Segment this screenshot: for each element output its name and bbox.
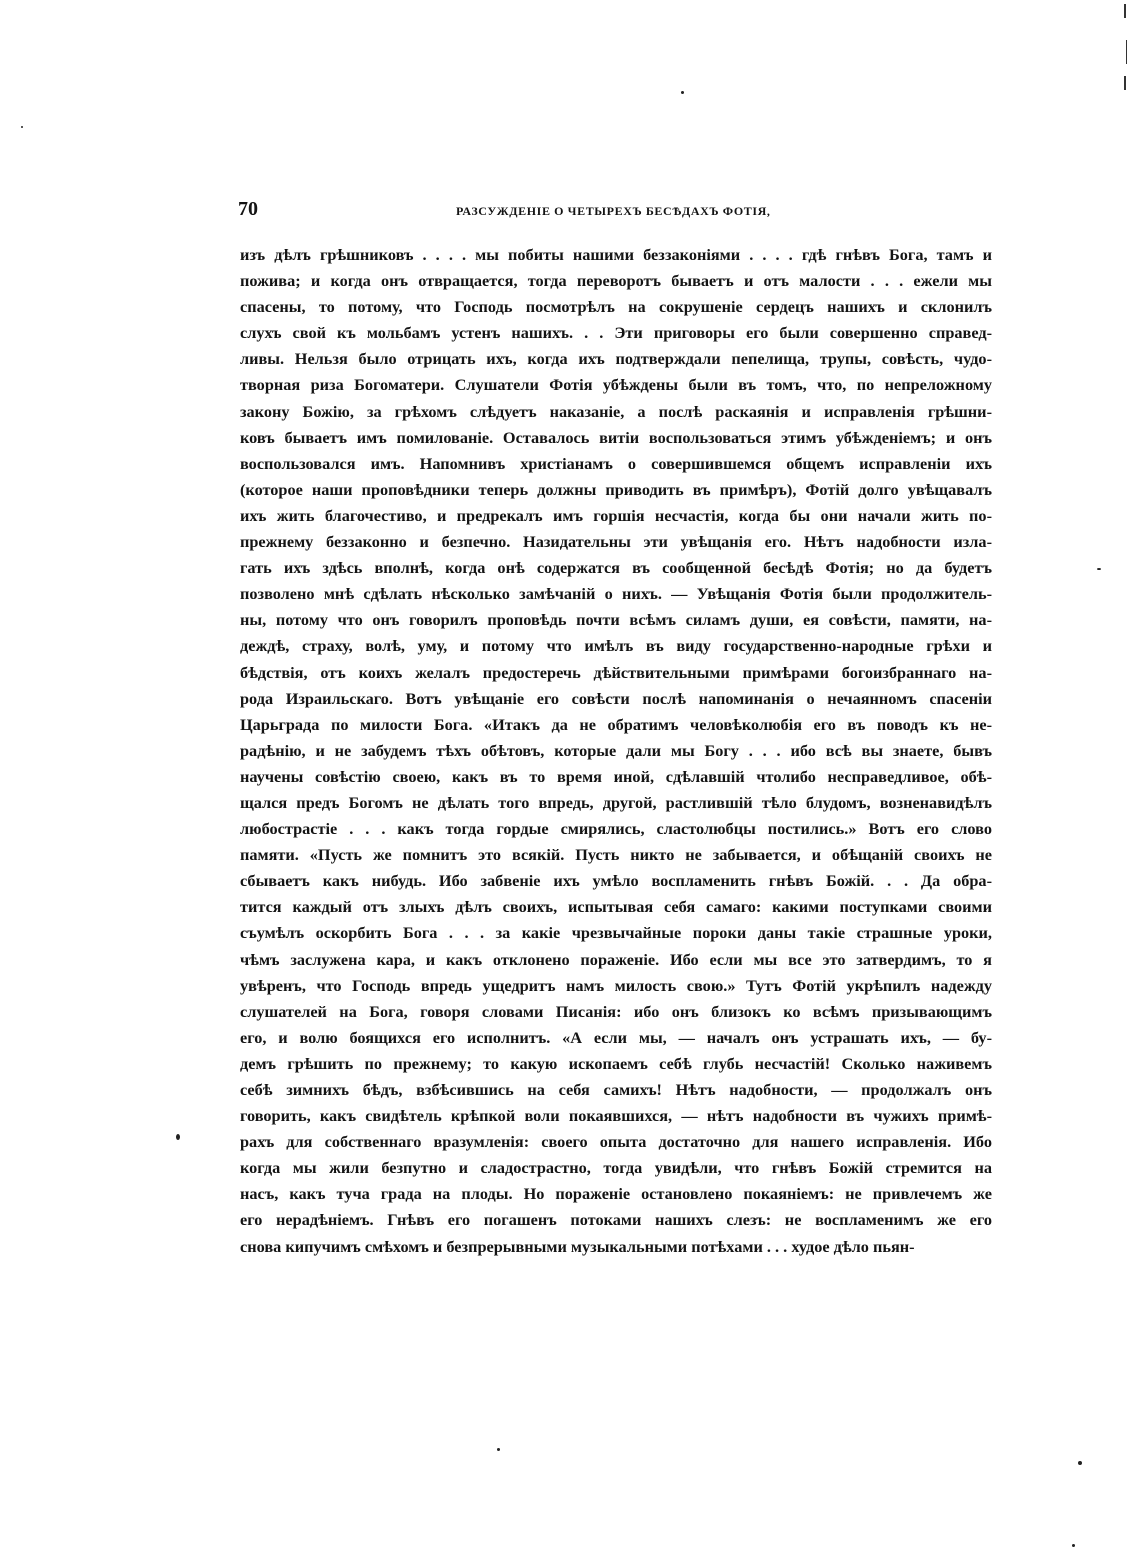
text-line: позволено мнѣ сдѣлать нѣсколько замѣчаній о нихъ. — Увѣщанія Фотія были продолжитель- <box>240 584 992 604</box>
scan-speck <box>1072 1544 1075 1547</box>
text-line: чѣмъ заслужена кара, и какъ отклонено пораженіе. Ибо если мы все это затвердимъ, то я <box>240 949 992 969</box>
text-line: воспользовался имъ. Напомнивъ христіанамъ о совершившемся общемъ исправленіи ихъ <box>240 453 992 473</box>
text-line: сбываетъ какъ нибудь. Ибо забвеніе ихъ умѣло воспламенить гнѣвъ Божій. . . Да обра- <box>240 871 992 891</box>
text-line: его, и волю боящихся его исполнитъ. «А если мы, — началъ онъ устрашать ихъ, — бу- <box>240 1027 992 1047</box>
text-line: демъ грѣшить по прежнему; то какую ископаемъ себѣ глубь несчастій! Сколько наживемъ <box>240 1053 992 1073</box>
text-line: творная риза Богоматери. Слушатели Фотія убѣждены были въ томъ, что, по непреложному <box>240 375 992 395</box>
scan-speck <box>21 126 23 128</box>
page-number: 70 <box>238 198 258 220</box>
text-line: щался предъ Богомъ не дѣлать того впредь, другой, растлившій тѣло блудомъ, возненавидѣлъ <box>240 792 992 812</box>
scan-speck <box>497 1448 500 1451</box>
text-line: ны, потому что онъ говорилъ проповѣдь почти всѣмъ силамъ души, ея совѣсти, памяти, на- <box>240 610 992 630</box>
text-line: изъ дѣлъ грѣшниковъ . . . . мы побиты нашими беззаконіями . . . . гдѣ гнѣвъ Бога, тамъ и <box>240 245 992 264</box>
text-line: себѣ зимнихъ бѣдъ, взбѣсившись на себя самихъ! Нѣтъ надобности, — продолжалъ онъ <box>240 1080 992 1099</box>
edge-mark <box>1124 4 1126 18</box>
text-line: (которое наши проповѣдники теперь должны приводить въ примѣръ), Фотій долго увѣщавалъ <box>240 479 992 499</box>
scan-speck <box>681 91 684 94</box>
text-line: ихъ жить благочестиво, и предрекалъ имъ горшія несчастія, когда бы они начали жить по- <box>240 505 992 525</box>
text-line: гать ихъ здѣсь вполнѣ, когда онѣ содержатся въ сообщенной бесѣдѣ Фотія; но да будетъ <box>240 558 992 578</box>
edge-mark <box>1126 40 1127 64</box>
text-line: рода Израильскаго. Вотъ увѣщаніе его совѣсти послѣ напоминанія о нечаянномъ спасеніи <box>240 688 992 708</box>
text-line: любострастіе . . . какъ тогда гордые смирялись, сластолюбцы постились.» Вотъ его слово <box>240 819 992 839</box>
text-line: Царьграда по милости Бога. «Итакъ да не обратимъ человѣколюбія его въ поводъ къ не- <box>240 714 992 734</box>
text-line: закону Божію, за грѣхомъ слѣдуетъ наказаніе, а послѣ раскаянія и исправленія грѣшни- <box>240 401 992 421</box>
text-line: ливы. Нельзя было отрицать ихъ, когда ихъ подтверждали пепелища, трупы, совѣсть, чудо- <box>240 349 992 369</box>
running-head: РАЗСУЖДЕНІЕ О ЧЕТЫРЕХЪ БЕСѢДАХЪ ФОТІЯ, <box>456 204 771 218</box>
text-line: тится каждый отъ злыхъ дѣлъ своихъ, испытывая себя самаго: какими поступками своими <box>240 897 992 917</box>
text-line: памяти. «Пусть же помнитъ это всякій. Пусть никто не забывается, и обѣщаній своихъ не <box>240 845 992 865</box>
text-line: рахъ для собственнаго вразумленія: своего опыта достаточно для нашего исправленія. Ибо <box>240 1132 992 1152</box>
text-line: когда мы жили безпутно и сладострастно, тогда увидѣли, что гнѣвъ Божій стремится на <box>240 1158 992 1178</box>
text-line: насъ, какъ туча града на плоды. Но пораженіе остановлено покаяніемъ: не привлечемъ же <box>240 1184 992 1204</box>
text-line: прежнему беззаконно и безпечно. Назидательны эти увѣщанія его. Нѣтъ надобности изла- <box>240 532 992 552</box>
scan-speck <box>1097 568 1101 570</box>
text-line: говорить, какъ свидѣтель крѣпкой воли покаявшихся, — нѣтъ надобности въ чужихъ примѣ- <box>240 1106 992 1126</box>
scan-speck <box>176 1134 180 1140</box>
text-line: съумѣлъ оскорбить Бога . . . за какіе чрезвычайные пороки даны такіе страшные уроки, <box>240 923 992 943</box>
text-line: снова кипучимъ смѣхомъ и безпрерывными музыкальными потѣхами . . . худое дѣло пьян- <box>240 1236 915 1256</box>
body-text <box>240 242 992 1260</box>
text-line: слухъ свой къ мольбамъ устенъ нашихъ. . . Эти приговоры его были совершенно справед- <box>240 323 992 343</box>
text-line: спасены, то потому, что Господь посмотрѣлъ на сокрушеніе сердецъ нашихъ и склонилъ <box>240 297 992 317</box>
scan-speck <box>1078 1461 1082 1465</box>
text-line: пожива; и когда онъ отвращается, тогда переворотъ бываетъ и отъ малости . . . ежели мы <box>240 271 992 291</box>
text-line: деждѣ, страху, волѣ, уму, и потому что имѣлъ въ виду государственно-народные грѣхи и <box>240 636 992 656</box>
text-line: увѣренъ, что Господь впредь ущедритъ намъ милость свою.» Тутъ Фотій укрѣпилъ надежду <box>240 975 992 995</box>
text-line: слушателей на Бога, говоря словами Писанія: ибо онъ близокъ ко всѣмъ призывающимъ <box>240 1001 992 1021</box>
text-line: радѣнію, и не забудемъ тѣхъ обѣтовъ, которые дали мы Богу . . . ибо всѣ вы знаете, бывъ <box>240 740 992 760</box>
text-line: ковъ бываетъ имъ помилованіе. Оставалось витіи воспользоваться этимъ убѣжденіемъ; и онъ <box>240 427 992 447</box>
text-line: бѣдствія, отъ коихъ желалъ предостеречь дѣйствительными примѣрами богоизбраннаго на- <box>240 662 992 682</box>
edge-mark <box>1124 76 1126 90</box>
page-header <box>238 198 993 224</box>
text-line: научены совѣстію своею, какъ въ то время иной, сдѣлавшій чтолибо несправедливое, обѣ- <box>240 766 992 786</box>
text-line: его нерадѣніемъ. Гнѣвъ его погашенъ потоками нашихъ слезъ: не воспламенимъ же его <box>240 1210 992 1230</box>
